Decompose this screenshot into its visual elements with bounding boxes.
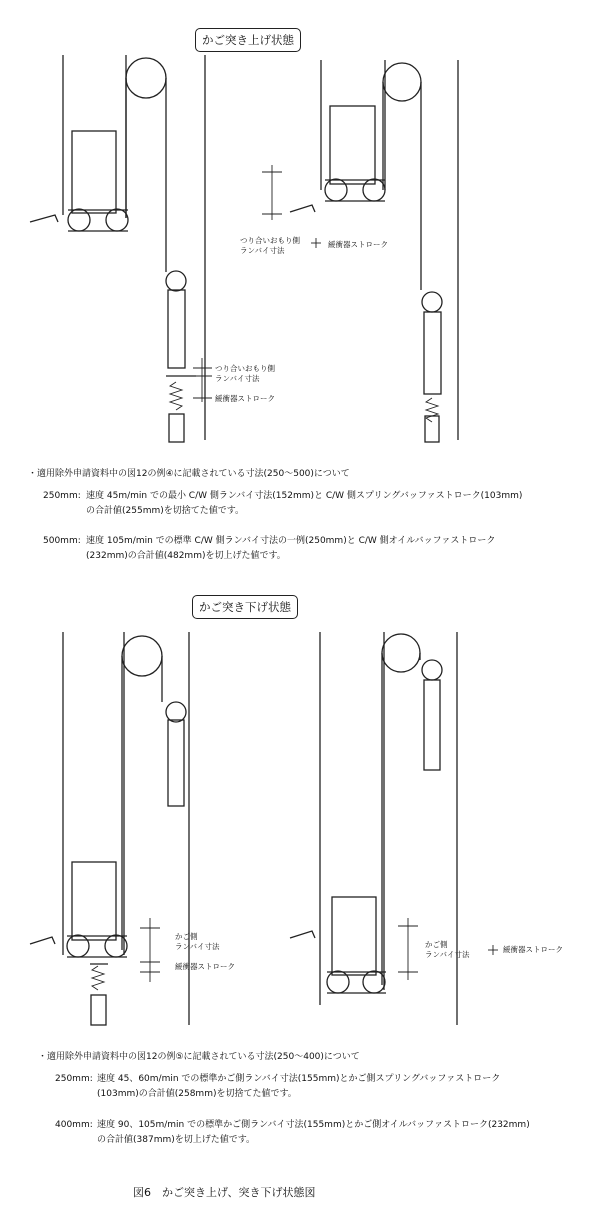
s1-right-sheave [383, 63, 421, 101]
s1-left-buffer-label: 緩衝器ストローク [215, 394, 275, 403]
s1-right-car [330, 106, 375, 184]
s1-left-runby-label: つり合いおもり側 ランバイ寸法 [215, 364, 275, 383]
section1-item2-key: 500mm: [43, 536, 81, 546]
section2-item2-text: 速度 90、105m/min での標準かご側ランバイ寸法(155mm)とかご側オイルバッファストローク(232mm)の合計値(387mm)を切上げた値です。 [97, 1120, 530, 1145]
section2-item2-key: 400mm: [55, 1120, 93, 1130]
s2-right-sheave [382, 634, 420, 672]
figure-caption: 図6 かご突き上げ、突き下げ状態図 [133, 1186, 316, 1199]
s1-left-elevator [30, 55, 212, 442]
s2-left-counterweight [168, 720, 184, 806]
s2-right-runby-label: かご側 ランバイ寸法 [425, 940, 470, 959]
s2-left-elevator [30, 632, 189, 1025]
s2-left-runby-label: かご側 ランバイ寸法 [175, 932, 220, 951]
section2-title: かご突き下げ状態 [192, 595, 298, 619]
section1-item1-text: 速度 45m/min での最小 C/W 側ランバイ寸法(152mm)と C/W 側スプリングバッファストローク(103mm)の合計値(255mm)を切捨てた値です。 [86, 491, 523, 516]
section1-item1-key: 250mm: [43, 491, 81, 501]
section1-note-header: ・適用除外申請資料中の図12の例④に記載されている寸法(250～500)について [28, 469, 350, 479]
s1-right-counterweight [424, 312, 441, 394]
s1-left-sheave [126, 58, 166, 98]
section2-item1-key: 250mm: [55, 1074, 93, 1084]
s2-right-elevator [290, 632, 457, 1025]
section2-item1-text: 速度 45、60m/min での標準かご側ランバイ寸法(155mm)とかご側スプリングバッファストローク(103mm)の合計値(258mm)を切捨てた値です。 [97, 1074, 501, 1099]
section1-title: かご突き上げ状態 [195, 28, 301, 52]
section1-item2-text: 速度 105m/min での標準 C/W 側ランバイ寸法の一例(250mm)と C/W 側オイルバッファストローク(232mm)の合計値(482mm)を切上げた値です。 [86, 536, 496, 561]
s1-right-runby-label: つり合いおもり側 ランバイ寸法 [240, 236, 300, 255]
s1-left-counterweight [168, 290, 185, 368]
s2-right-buffer-label: 緩衝器ストローク [503, 945, 563, 954]
section2-note-header: ・適用除外申請資料中の図12の例⑤に記載されている寸法(250～400)について [38, 1052, 360, 1062]
s2-right-car [332, 897, 376, 975]
s2-right-counterweight [424, 680, 440, 770]
s1-left-car [72, 131, 116, 213]
s1-right-buffer-label: 緩衝器ストローク [328, 240, 388, 249]
s2-left-car [72, 862, 116, 940]
s2-left-sheave [122, 636, 162, 676]
s2-left-buffer-label: 緩衝器ストローク [175, 962, 235, 971]
plus-marks [311, 238, 498, 955]
